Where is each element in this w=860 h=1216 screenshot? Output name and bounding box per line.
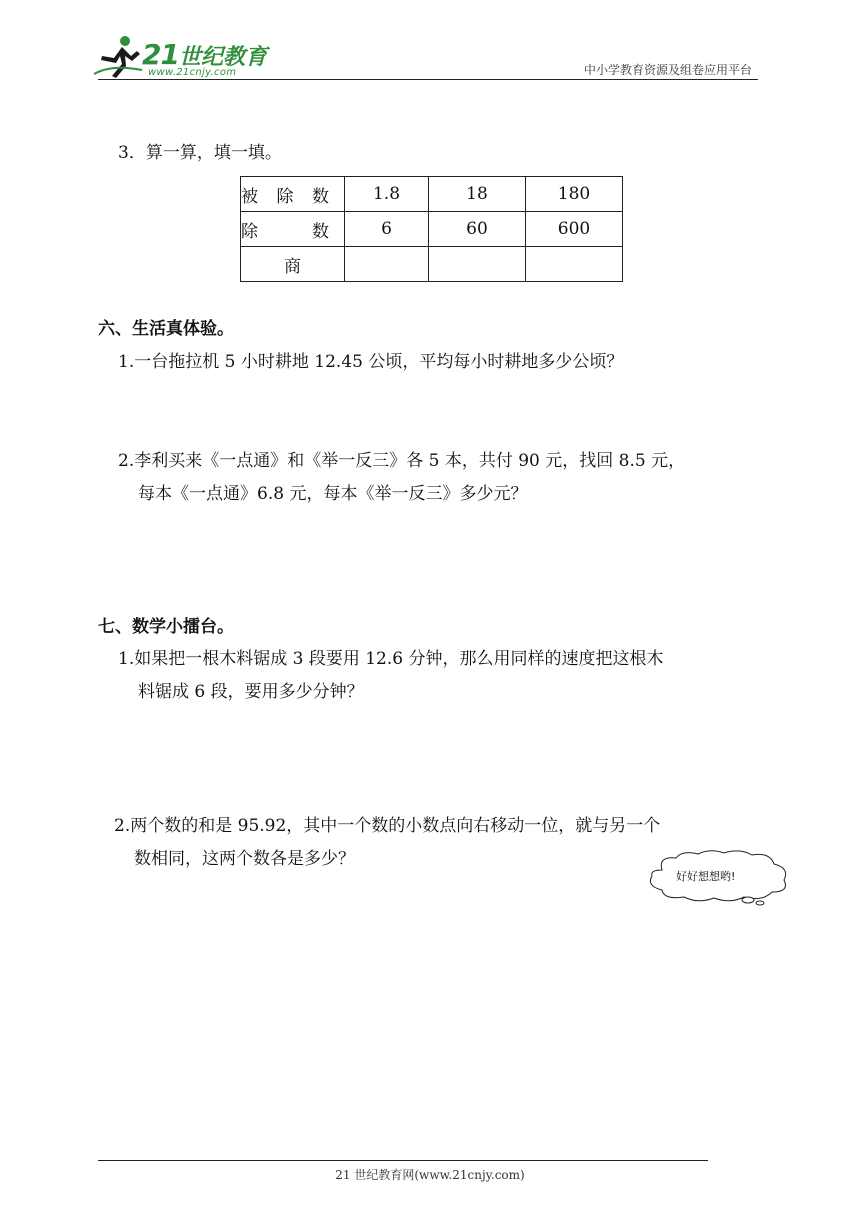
division-table [240,176,623,282]
dividend-cell: 180 [526,177,623,212]
row-header-divisor [241,212,345,247]
divisor-char: 数 [312,221,329,242]
logo-chinese: 世纪教育 [178,45,267,70]
row-header-quotient: 商 [241,247,345,282]
dividend-char: 被 [241,186,258,207]
divisor-cell: 600 [526,212,623,247]
footer-divider [98,1160,708,1161]
header-tagline: 中小学教育资源及组卷应用平台 [583,63,752,77]
dividend-char: 除 [276,186,294,207]
footer-text[interactable]: 21 世纪教育网(www.21cnjy.com) [335,1168,525,1182]
logo-number: 21 [142,38,179,71]
logo-url: www.21cnjy.com [148,67,237,78]
header-divider [98,79,758,80]
row-header-dividend [241,177,345,212]
quotient-cell [345,247,429,282]
divisor-cell: 60 [429,212,526,247]
dividend-cell: 1.8 [345,177,429,212]
thought-bubble-text: 好好想想哟! [676,870,736,883]
site-logo [92,34,267,82]
dividend-char: 数 [312,186,329,207]
quotient-cell [429,247,526,282]
divisor-cell: 6 [345,212,429,247]
table-row-quotient [241,247,623,282]
section-7-heading: 七、数学小擂台。 [98,617,234,637]
q3-title: 3．算一算，填一填。 [118,143,282,163]
divisor-char: 除 [241,221,258,242]
section-7-q2-line2: 数相同，这两个数各是多少？ [134,849,355,869]
section-7-q1-line2: 料锯成 6 段，要用多少分钟？ [138,682,364,702]
section-6-q2-line1: 2.李利买来《一点通》和《举一反三》各 5 本，共付 90 元，找回 8.5 元， [118,451,686,471]
dividend-cell: 18 [429,177,526,212]
section-6-q1: 1.一台拖拉机 5 小时耕地 12.45 公顷，平均每小时耕地多少公顷？ [118,352,624,372]
table-row-divisor [241,212,623,247]
section-6-heading: 六、生活真体验。 [98,319,234,339]
section-6-q2-line2: 每本《一点通》6.8 元，每本《举一反三》多少元？ [138,484,528,504]
runner-logo-icon [92,34,148,80]
quotient-cell [526,247,623,282]
table-row-dividend [241,177,623,212]
section-7-q1-line1: 1.如果把一根木料锯成 3 段要用 12.6 分钟，那么用同样的速度把这根木 [118,649,664,669]
section-7-q2-line1: 2.两个数的和是 95.92，其中一个数的小数点向右移动一位，就与另一个 [114,816,661,836]
